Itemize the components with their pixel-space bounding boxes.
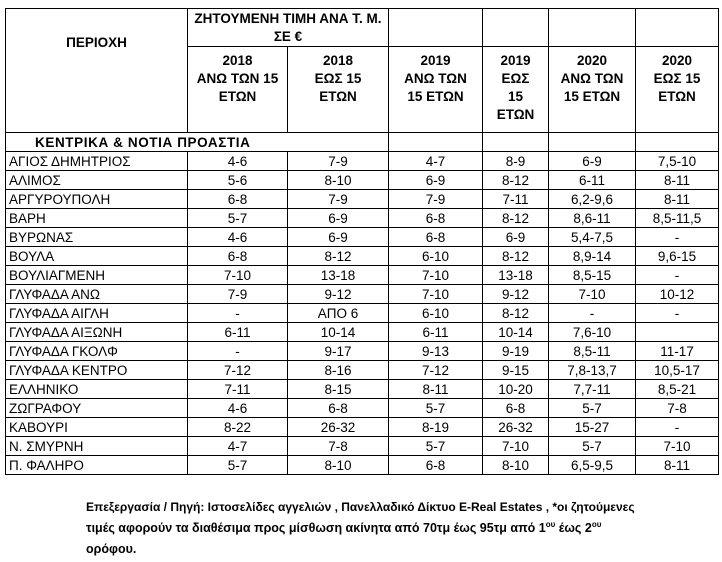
price-range-cell: - xyxy=(188,304,288,323)
section-empty-cell xyxy=(636,133,719,152)
area-name-cell: ΓΛΥΦΑΔΑ ΑΙΓΛΗ xyxy=(6,304,188,323)
price-range-cell: 7-9 xyxy=(389,190,483,209)
price-range-cell: 6,5-9,5 xyxy=(549,456,636,475)
column-header-line: 2018 xyxy=(222,53,253,68)
price-range-cell: 13-18 xyxy=(288,266,389,285)
table-row xyxy=(6,456,719,475)
table-row xyxy=(6,304,719,323)
price-range-cell: 8-11 xyxy=(389,380,483,399)
price-range-cell: 5-7 xyxy=(188,209,288,228)
table-row xyxy=(6,361,719,380)
price-range-cell: 11-17 xyxy=(636,342,719,361)
section-label: ΚΕΝΤΡΙΚΑ & ΝΟΤΙΑ ΠΡΟΑΣΤΙΑ xyxy=(6,133,389,152)
price-range-cell: 6-8 xyxy=(389,456,483,475)
area-name-cell: ΕΛΛΗΝΙΚΟ xyxy=(6,380,188,399)
price-range-cell: 5-7 xyxy=(389,437,483,456)
price-range-cell: 7-10 xyxy=(188,266,288,285)
price-range-cell: 7,7-11 xyxy=(549,380,636,399)
price-range-cell: 6-9 xyxy=(288,228,389,247)
area-name-cell: ΓΛΥΦΑΔΑ ΑΝΩ xyxy=(6,285,188,304)
price-range-cell: 7,5-10 xyxy=(636,152,719,171)
price-range-cell: 9-12 xyxy=(483,285,549,304)
price-range-cell: 9-13 xyxy=(389,342,483,361)
section-row xyxy=(6,133,719,152)
column-header-line: ΑΝΩ ΤΩΝ 15 xyxy=(196,71,279,86)
column-header-line: ΕΩΣ 15 xyxy=(314,71,362,86)
column-header-line: 15 ΕΤΩΝ xyxy=(407,89,464,104)
price-range-cell: 8-12 xyxy=(483,304,549,323)
source-line-2 xyxy=(86,518,716,539)
area-name-cell: Ν. ΣΜΥΡΝΗ xyxy=(6,437,188,456)
price-range-cell: 4-6 xyxy=(188,399,288,418)
price-range-cell: 7-10 xyxy=(549,285,636,304)
price-range-cell: 7-12 xyxy=(188,361,288,380)
column-header xyxy=(288,47,389,133)
price-range-cell: 6-8 xyxy=(188,247,288,266)
header-empty-cell xyxy=(389,9,483,47)
area-name-cell: ΒΥΡΩΝΑΣ xyxy=(6,228,188,247)
price-range-cell: 8,5-11,5 xyxy=(636,209,719,228)
price-range-cell: 9-15 xyxy=(483,361,549,380)
column-header-line: ΑΝΩ ΤΩΝ xyxy=(404,71,467,86)
price-range-cell: 8-12 xyxy=(483,247,549,266)
price-range-cell: 8-16 xyxy=(288,361,389,380)
price-range-cell: 5-7 xyxy=(549,399,636,418)
price-range-cell: 7-9 xyxy=(188,285,288,304)
price-range-cell: 7-10 xyxy=(389,266,483,285)
price-range-cell: 6-8 xyxy=(389,209,483,228)
price-range-cell: 8-9 xyxy=(483,152,549,171)
area-name-cell: ΑΛΙΜΟΣ xyxy=(6,171,188,190)
price-range-cell: 7-12 xyxy=(389,361,483,380)
price-range-cell: 5-6 xyxy=(188,171,288,190)
table-row xyxy=(6,323,719,342)
table-row xyxy=(6,380,719,399)
header-row-1 xyxy=(6,9,719,47)
price-range-cell xyxy=(636,323,719,342)
price-range-cell: 8-12 xyxy=(288,247,389,266)
source-line-3: ορόφου. xyxy=(86,542,137,556)
table-row xyxy=(6,228,719,247)
column-header xyxy=(636,47,719,133)
area-name-cell: ΚΑΒΟΥΡΙ xyxy=(6,418,188,437)
column-header-line: ΕΩΣ 15 xyxy=(653,71,701,86)
price-range-cell: 6-8 xyxy=(389,228,483,247)
price-range-cell: 7-11 xyxy=(188,380,288,399)
price-range-cell: 6-9 xyxy=(389,171,483,190)
price-range-cell: 5,4-7,5 xyxy=(549,228,636,247)
table-row xyxy=(6,342,719,361)
price-range-cell: 7-11 xyxy=(483,190,549,209)
price-range-cell: 8,5-15 xyxy=(549,266,636,285)
area-name-cell: ΖΩΓΡΑΦΟΥ xyxy=(6,399,188,418)
column-header-line: 2018 xyxy=(322,53,354,68)
price-table xyxy=(5,8,719,475)
price-range-cell: 7-10 xyxy=(636,437,719,456)
price-range-cell: 7-8 xyxy=(288,437,389,456)
price-range-cell: - xyxy=(549,304,636,323)
source-line-1: Επεξεργασία / Πηγή: Ιστοσελίδες αγγελιών , Πανελλαδικό Δίκτυο E-Real Estates , *οι ζητούμενες xyxy=(86,500,635,514)
column-header-line: ΕΤΩΝ xyxy=(319,89,357,104)
price-range-cell: 8,6-11 xyxy=(549,209,636,228)
table-row xyxy=(6,285,719,304)
price-range-cell: 6,2-9,6 xyxy=(549,190,636,209)
column-header-line: 2020 xyxy=(661,53,693,68)
price-range-cell: 6-10 xyxy=(389,304,483,323)
price-range-cell: 4-7 xyxy=(188,437,288,456)
area-name-cell: ΓΛΥΦΑΔΑ ΚΕΝΤΡΟ xyxy=(6,361,188,380)
price-range-cell: 6-11 xyxy=(389,323,483,342)
column-header-line: ΕΤΩΝ xyxy=(658,89,696,104)
column-header-line: ΑΝΩ ΤΩΝ xyxy=(560,71,624,86)
price-range-cell: 8,5-11 xyxy=(549,342,636,361)
table-row xyxy=(6,152,719,171)
header-area: ΠΕΡΙΟΧΗ xyxy=(6,9,188,133)
column-header-line: 2020 xyxy=(576,53,608,68)
price-range-cell: - xyxy=(636,228,719,247)
price-range-cell: 8-22 xyxy=(188,418,288,437)
column-header-line: ΕΩΣ xyxy=(501,71,530,86)
price-range-cell: 7-10 xyxy=(389,285,483,304)
price-range-cell: 8-11 xyxy=(636,171,719,190)
price-range-cell: 4-6 xyxy=(188,152,288,171)
price-range-cell: 8-15 xyxy=(288,380,389,399)
column-header-line: 2019 xyxy=(420,53,451,68)
table-row xyxy=(6,171,719,190)
price-range-cell: 8-10 xyxy=(288,171,389,190)
price-range-cell: 10-14 xyxy=(483,323,549,342)
price-range-cell: 7,6-10 xyxy=(549,323,636,342)
source-note xyxy=(86,497,716,560)
price-range-cell: 7-8 xyxy=(636,399,719,418)
price-range-cell: 6-10 xyxy=(389,247,483,266)
price-range-cell: 9-17 xyxy=(288,342,389,361)
section-empty-cell xyxy=(483,133,549,152)
price-range-cell: 6-11 xyxy=(188,323,288,342)
price-range-cell: 8,9-14 xyxy=(549,247,636,266)
price-range-cell: 6-8 xyxy=(483,399,549,418)
area-name-cell: ΒΑΡΗ xyxy=(6,209,188,228)
price-range-cell: 10,5-17 xyxy=(636,361,719,380)
column-header-line: 2019 xyxy=(500,53,531,68)
price-range-cell: - xyxy=(636,304,719,323)
price-range-cell: 5-7 xyxy=(188,456,288,475)
section-empty-cell xyxy=(389,133,483,152)
superscript-ordinal: ου xyxy=(591,519,602,529)
area-name-cell: ΓΛΥΦΑΔΑ ΑΙΞΩΝΗ xyxy=(6,323,188,342)
price-range-cell: 9,6-15 xyxy=(636,247,719,266)
price-range-cell: 26-32 xyxy=(483,418,549,437)
area-name-cell: ΑΓΙΟΣ ΔΗΜΗΤΡΙΟΣ xyxy=(6,152,188,171)
price-range-cell: 9-12 xyxy=(288,285,389,304)
area-name-cell: ΒΟΥΛΙΑΓΜΕΝΗ xyxy=(6,266,188,285)
superscript-ordinal: ου xyxy=(545,519,556,529)
table-row xyxy=(6,190,719,209)
table-row xyxy=(6,418,719,437)
price-range-cell: ΑΠΟ 6 xyxy=(288,304,389,323)
price-range-cell: 7-9 xyxy=(288,190,389,209)
price-range-cell: 5-7 xyxy=(549,437,636,456)
price-range-cell: 10-12 xyxy=(636,285,719,304)
price-range-cell: 6-9 xyxy=(288,209,389,228)
price-range-cell: 7,8-13,7 xyxy=(549,361,636,380)
column-header-line: 15 ΕΤΩΝ xyxy=(563,89,621,104)
area-name-cell: ΑΡΓΥΡΟΥΠΟΛΗ xyxy=(6,190,188,209)
table-row xyxy=(6,209,719,228)
price-range-cell: 8-11 xyxy=(636,190,719,209)
price-range-cell: 9-19 xyxy=(483,342,549,361)
price-range-cell: 10-14 xyxy=(288,323,389,342)
column-header xyxy=(549,47,636,133)
header-empty-cell xyxy=(636,9,719,47)
area-name-cell: ΒΟΥΛΑ xyxy=(6,247,188,266)
column-header-line: ΕΤΩΝ xyxy=(218,89,257,104)
table-row xyxy=(6,399,719,418)
price-range-cell: 6-8 xyxy=(188,190,288,209)
column-header-line: 15 xyxy=(507,89,524,104)
price-range-cell: 8-10 xyxy=(483,456,549,475)
column-header xyxy=(188,47,288,133)
price-range-cell: 6-9 xyxy=(549,152,636,171)
header-price: ΖΗΤΟΥΜΕΝΗ ΤΙΜΗ ΑΝΑ Τ. Μ. ΣΕ € xyxy=(188,9,389,47)
table-row xyxy=(6,437,719,456)
price-range-cell: 7-9 xyxy=(288,152,389,171)
price-range-cell: 4-6 xyxy=(188,228,288,247)
table-row xyxy=(6,247,719,266)
price-range-cell: 8-11 xyxy=(636,456,719,475)
area-name-cell: Π. ΦΑΛΗΡΟ xyxy=(6,456,188,475)
price-range-cell: 8,5-21 xyxy=(636,380,719,399)
column-header-line: ΕΤΩΝ xyxy=(496,107,535,122)
header-empty-cell xyxy=(483,9,549,47)
price-range-cell: 6-8 xyxy=(288,399,389,418)
price-range-cell: 8-12 xyxy=(483,171,549,190)
price-range-cell: 26-32 xyxy=(288,418,389,437)
price-range-cell: 8-12 xyxy=(483,209,549,228)
price-range-cell: 5-7 xyxy=(389,399,483,418)
price-range-cell: - xyxy=(188,342,288,361)
price-range-cell: 15-27 xyxy=(549,418,636,437)
price-range-cell: 4-7 xyxy=(389,152,483,171)
price-range-cell: - xyxy=(636,266,719,285)
price-range-cell: 8-10 xyxy=(288,456,389,475)
table-row xyxy=(6,266,719,285)
price-range-cell: 6-9 xyxy=(483,228,549,247)
section-empty-cell xyxy=(549,133,636,152)
column-header xyxy=(389,47,483,133)
area-name-cell: ΓΛΥΦΑΔΑ ΓΚΟΛΦ xyxy=(6,342,188,361)
source-line-2-text-b: έως 2 xyxy=(555,521,592,535)
price-range-cell: 10-20 xyxy=(483,380,549,399)
price-range-cell: 7-10 xyxy=(483,437,549,456)
header-empty-cell xyxy=(549,9,636,47)
price-range-cell: - xyxy=(636,418,719,437)
source-line-2-text-a: τιμές αφορούν τα διαθέσιμα προς μίσθωση ακίνητα από 70τμ έως 95τμ από 1 xyxy=(86,521,546,535)
price-range-cell: 13-18 xyxy=(483,266,549,285)
price-range-cell: 6-11 xyxy=(549,171,636,190)
column-header xyxy=(483,47,549,133)
price-range-cell: 8-19 xyxy=(389,418,483,437)
